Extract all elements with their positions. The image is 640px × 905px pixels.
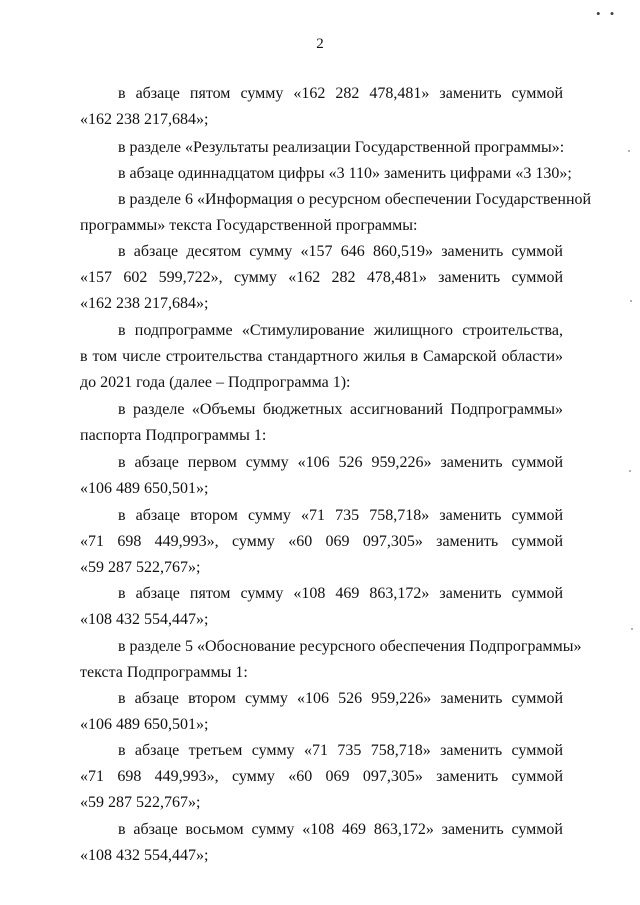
corner-mark: • • (596, 6, 618, 21)
scan-speck (628, 150, 630, 152)
text-line: в абзаце втором сумму «71 735 758,718» заменить суммой (118, 507, 563, 524)
text-line: в разделе «Результаты реализации Государственной программы»: (118, 139, 565, 156)
text-line: в подпрограмме «Стимулирование жилищного строительства, (118, 322, 563, 339)
text-line: до 2021 года (далее – Подпрограмма 1): (80, 374, 351, 391)
text-line: в абзаце пятом сумму «108 469 863,172» заменить суммой (118, 585, 563, 602)
text-line: «71 698 449,993», сумму «60 069 097,305» заменить суммой (80, 768, 563, 785)
text-line: «59 287 522,767»; (80, 559, 201, 576)
scan-speck (631, 628, 633, 630)
text-line: программы» текста Государственной программы: (80, 217, 418, 234)
text-line: в разделе «Объемы бюджетных ассигнований Подпрограммы» (118, 401, 563, 418)
text-line: «162 238 217,684»; (80, 111, 209, 128)
text-line: в разделе 5 «Обоснование ресурсного обеспечения Подпрограммы» (118, 638, 582, 655)
text-line: в абзаце третьем сумму «71 735 758,718» заменить суммой (118, 742, 563, 759)
scan-speck (629, 470, 631, 472)
text-line: «59 287 522,767»; (80, 794, 201, 811)
text-line: в том числе строительства стандартного жилья в Самарской области» (80, 348, 563, 365)
text-line: в абзаце восьмом сумму «108 469 863,172» заменить суммой (118, 821, 563, 838)
text-line: в абзаце втором сумму «106 526 959,226» заменить суммой (118, 690, 563, 707)
text-line: «71 698 449,993», сумму «60 069 097,305» заменить суммой (80, 533, 563, 550)
text-line: в абзаце первом сумму «106 526 959,226» заменить суммой (118, 454, 563, 471)
text-line: «108 432 554,447»; (80, 611, 209, 628)
text-line: в абзаце десятом сумму «157 646 860,519» заменить суммой (118, 243, 563, 260)
text-line: «106 489 650,501»; (80, 716, 209, 733)
text-line: «106 489 650,501»; (80, 480, 209, 497)
text-line: паспорта Подпрограммы 1: (80, 427, 267, 444)
text-line: «162 238 217,684»; (80, 295, 209, 312)
text-line: в абзаце пятом сумму «162 282 478,481» заменить суммой (118, 85, 563, 102)
text-line: в разделе 6 «Информация о ресурсном обеспечении Государственной (118, 191, 592, 208)
scan-speck (630, 300, 632, 302)
text-line: «108 432 554,447»; (80, 847, 209, 864)
text-line: текста Подпрограммы 1: (80, 664, 248, 681)
text-line: «157 602 599,722», сумму «162 282 478,481» заменить суммой (80, 269, 563, 286)
page-number: 2 (316, 36, 324, 52)
text-line: в абзаце одиннадцатом цифры «3 110» заменить цифрами «3 130»; (118, 165, 572, 182)
